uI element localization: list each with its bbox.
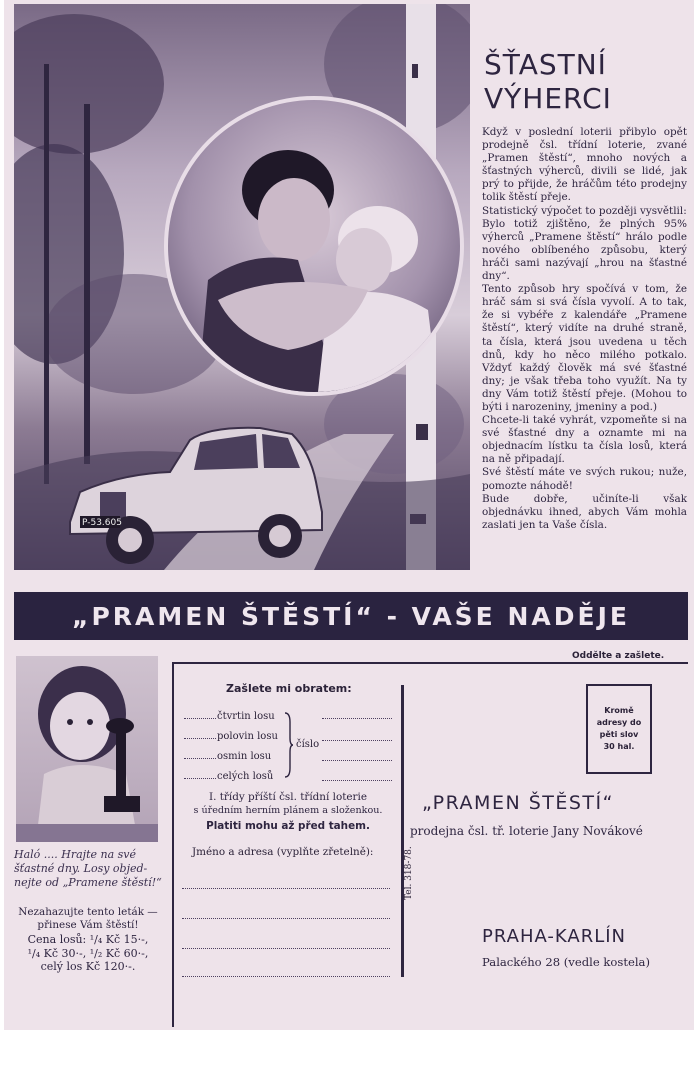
order-option-quarter[interactable] xyxy=(184,711,275,722)
name-address-field[interactable] xyxy=(182,948,390,949)
girl-on-phone-photo xyxy=(16,656,158,842)
number-field[interactable] xyxy=(322,718,392,719)
form-border-left xyxy=(172,662,174,1027)
number-field[interactable] xyxy=(322,780,392,781)
article-paragraph: Bylo totiž zjištěno, že plných 95% výherců „Pramene štěstí“ hrálo podle nového oblíbeného způsobu, který hráči sami nazývají „hrou na šťastné dny“. xyxy=(482,217,687,283)
address-brand: „PRAMEN ŠTĚSTÍ“ xyxy=(422,792,614,814)
note-line: přinese Vám štěstí! xyxy=(37,919,139,931)
order-form-title: Zašlete mi obratem: xyxy=(226,682,352,695)
address-street: Palackého 28 (vedle kostela) xyxy=(482,955,650,969)
headline xyxy=(484,48,684,116)
article-paragraph: Chcete-li také vyhrát, vzpomeňte si na své šťastné dny a oznamte mi na objednacím lístku ta čísla losů, která na ně připadají. xyxy=(482,414,687,466)
terms-line: s úředním herním plánem a složenkou. xyxy=(193,805,383,816)
stamp-line: pěti slov xyxy=(599,730,639,739)
name-address-field[interactable] xyxy=(182,888,390,889)
name-address-label: Jméno a adresa (vyplňte zřetelně): xyxy=(192,846,374,858)
price-line: Cena losů: ¹/₄ Kč 15·-, xyxy=(27,933,149,946)
name-address-field[interactable] xyxy=(182,918,390,919)
couple-and-car-photo xyxy=(14,4,470,570)
price-line: celý los Kč 120·-. xyxy=(40,960,136,973)
article-paragraph: Když v poslední loterii přibylo opět prodejně čsl. třídní loterie, zvané „Pramen štěstí“, mnoho nových a šťastných výherců, divili se lidé, jak prý to přijde, že hráčům této prodejny tolik štěstí přeje. xyxy=(482,126,687,204)
telephone-icon xyxy=(116,726,126,796)
article-paragraph: Tento způsob hry spočívá v tom, že hráč sám si svá čísla vyvolí. A to tak, že si vybéře z kalendáře „Pramene štěstí“, který vidíte na druhé straně, ta čísla, která jsou uvedena u těch dnů, kdy ho něco milého potkalo. Vždyť každý člověk má své šťastné dny; je však třeba toho využít. Na ty dny Vám totiž štěstí přeje. (Mohou to býti i narozeniny, jmeniny a pod.) xyxy=(482,283,687,413)
number-field[interactable] xyxy=(322,740,392,741)
number-label: číslo xyxy=(296,739,320,750)
number-field[interactable] xyxy=(322,760,392,761)
license-plate-text: P-53.605 xyxy=(82,518,122,528)
stamp-line: Kromě xyxy=(604,706,634,715)
option-label: celých losů xyxy=(217,771,274,782)
order-terms xyxy=(176,790,400,834)
stamp-line: adresy do xyxy=(596,718,642,727)
car-illustration xyxy=(60,412,340,570)
option-label: polovin losu xyxy=(217,731,278,742)
option-label: čtvrtin losu xyxy=(217,711,275,722)
option-label: osmin losu xyxy=(217,751,272,762)
caption-line: Haló .... Hrajte na své xyxy=(14,848,137,861)
article-paragraph: Statistický výpočet to později vysvětlil: xyxy=(482,204,687,217)
order-option-half[interactable] xyxy=(184,731,278,742)
stamp-line: 30 hal. xyxy=(603,742,635,751)
ticket-prices xyxy=(12,933,164,974)
order-option-whole[interactable] xyxy=(184,771,273,782)
article-text xyxy=(482,126,687,532)
brace-icon xyxy=(284,712,294,778)
caption-line: nejte od „Pramene štěstí!“ xyxy=(14,876,162,890)
cut-instruction: Oddělte a zašlete. xyxy=(572,651,665,661)
headline-line: ŠŤASTNÍ xyxy=(484,48,607,81)
stamp-box xyxy=(586,684,652,774)
address-city: PRAHA-KARLÍN xyxy=(482,926,627,947)
article-paragraph: Své štěstí máte ve svých rukou; nuže, pomozte náhodě! xyxy=(482,466,687,492)
article-paragraph: Bude dobře, učiníte-li však objednávku ihned, abych Vám mohla zaslati jen ta Vaše čísla. xyxy=(482,492,687,531)
keep-flyer-note xyxy=(14,906,162,932)
note-line: Nezahazujte tento leták — xyxy=(18,906,158,918)
payment-note: Platiti mohu až před tahem. xyxy=(206,820,370,832)
address-subtitle: prodejna čsl. tř. loterie Jany Novákové xyxy=(410,824,643,838)
telephone-number: Tel. 318-78. xyxy=(404,846,414,900)
headline-line: VÝHERCI xyxy=(484,82,612,115)
name-address-field[interactable] xyxy=(182,976,390,977)
form-divider xyxy=(401,685,404,977)
caption-line: šťastné dny. Losy objed- xyxy=(14,862,148,876)
slogan-banner: „PRAMEN ŠTĚSTÍ“ - VAŠE NADĚJE xyxy=(14,592,688,640)
terms-line: I. třídy příští čsl. třídní loterie xyxy=(209,791,367,803)
price-line: ¹/₄ Kč 30·-, ¹/₂ Kč 60·-, xyxy=(27,946,149,960)
kissing-couple-portrait xyxy=(164,96,464,396)
order-option-eighth[interactable] xyxy=(184,751,271,762)
cut-line xyxy=(172,662,688,664)
girl-caption xyxy=(14,848,162,891)
